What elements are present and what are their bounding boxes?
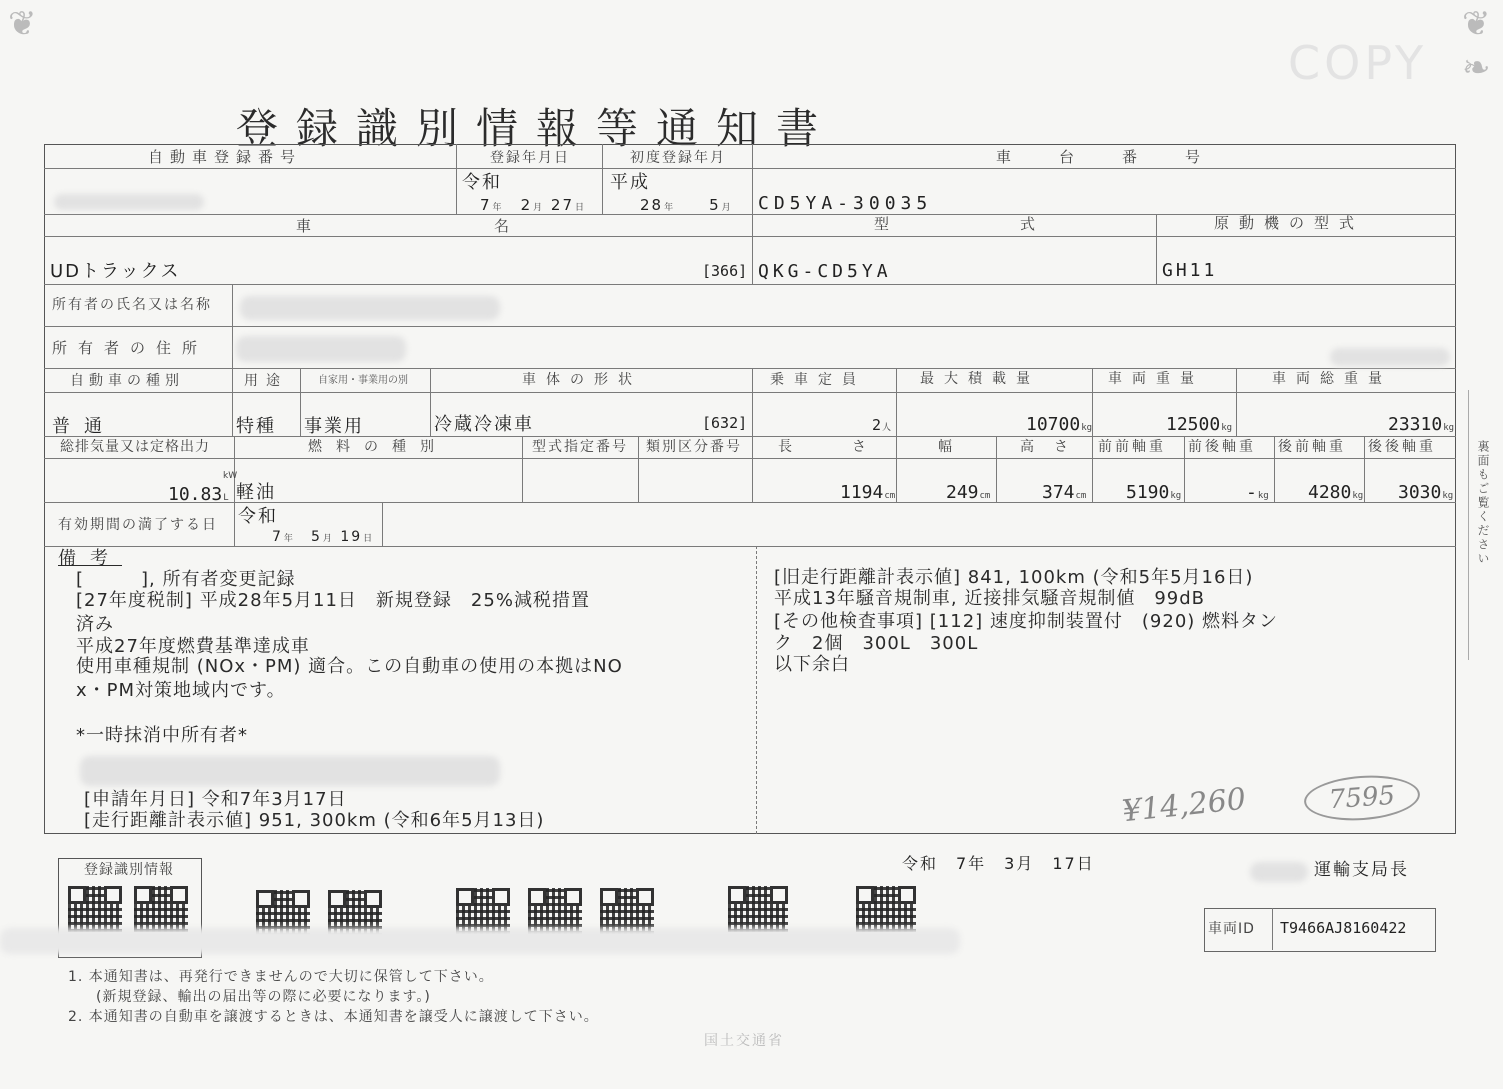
owner-address-label: 所有者の住所	[52, 339, 209, 357]
remarks-label: 備考	[58, 548, 122, 569]
note-1b: (新規登録、輸出の届出等の際に必要になります。)	[96, 989, 431, 1005]
remark-left-5: 使用車種規制 (NOx・PM) 適合。この自動車の使用の本拠はNO	[76, 656, 623, 677]
gross-weight: 23310kg	[1388, 414, 1455, 435]
redacted-reg-number	[54, 194, 204, 210]
displacement: 10.83L	[168, 484, 229, 505]
max-load: 10700kg	[1026, 414, 1093, 435]
displacement-unit-kw: kW	[223, 471, 238, 481]
use-label: 用途	[244, 373, 288, 389]
vehicle-kind: 普通	[52, 416, 116, 437]
ornament-top-left: ❦	[8, 4, 37, 44]
max-load-label: 最大積載量	[920, 371, 1040, 387]
rr-axle-label: 後後軸重	[1368, 439, 1436, 455]
vehicle-name-label-1: 車	[296, 217, 319, 235]
qr-code-8	[728, 886, 788, 932]
ff-axle-label: 前前軸重	[1098, 439, 1166, 455]
model-label-1: 型	[874, 215, 897, 233]
capacity-label: 乗車定員	[770, 372, 866, 388]
fuel-label: 燃料の種別	[308, 439, 448, 455]
rf-axle-weight: 4280kg	[1308, 482, 1364, 503]
model-label-2: 式	[1020, 215, 1043, 233]
redacted-temp-owner	[80, 756, 500, 786]
reg-date-label: 登録年月日	[490, 150, 570, 166]
handwritten-circled-number: 7595	[1303, 772, 1422, 824]
first-reg-label: 初度登録年月	[630, 150, 726, 166]
remark-left-2: [27年度税制] 平成28年5月11日 新規登録 25%減税措置	[76, 590, 590, 611]
remark-right-2: 平成13年騒音規制車, 近接排気騒音規制値 99dB	[774, 588, 1206, 609]
fuel-type: 軽油	[236, 482, 276, 503]
height-label: 高さ	[1020, 439, 1088, 455]
width: 249cm	[946, 482, 991, 503]
gross-weight-label: 車両総重量	[1272, 371, 1392, 387]
redacted-postal	[1330, 348, 1450, 366]
vehicle-model: QKG-CD5YA	[758, 261, 892, 282]
remark-right-4: ク 2個 300L 300L	[774, 633, 979, 654]
reg-number-label: 自動車登録番号	[148, 148, 303, 166]
chassis-number: CD5YA-30035	[758, 193, 933, 214]
ministry-watermark: 国土交通省	[704, 1033, 784, 1049]
ornament-right: ❧	[1462, 48, 1491, 88]
odometer-reading: [走行距離計表示値] 951, 300km (令和6年5月13日)	[84, 810, 545, 831]
remark-right-5: 以下余白	[774, 654, 850, 675]
vehicle-name-label-2: 名	[494, 217, 517, 235]
qr-code-9	[856, 886, 916, 932]
vehicle-weight: 12500kg	[1166, 414, 1233, 435]
expiry-label: 有効期間の満了する日	[58, 517, 218, 533]
remark-left-8: *一時抹消中所有者*	[76, 725, 248, 746]
document-title: 登録識別情報等通知書	[236, 104, 837, 153]
remark-right-1: [旧走行距離計表示値] 841, 100km (令和5年5月16日)	[774, 567, 1254, 588]
copy-watermark: COPY	[1288, 36, 1428, 90]
vehicle-kind-label: 自動車の種別	[70, 373, 184, 389]
remark-left-6: x・PM対策地域内です。	[76, 680, 286, 701]
redacted-issuer-office	[1250, 862, 1308, 882]
vehicle-name: UDトラックス	[50, 261, 181, 282]
vehicle-id: T9466AJ8160422	[1280, 919, 1407, 937]
vehicle-name-code: [366]	[702, 262, 748, 280]
qr-code-1	[68, 886, 122, 932]
apply-date: [申請年月日] 令和7年3月17日	[84, 789, 347, 810]
private-or-business: 事業用	[304, 416, 364, 437]
remark-left-3: 済み	[76, 614, 114, 635]
fr-axle-weight: -kg	[1246, 482, 1269, 503]
private-label: 自家用・事業用の別	[318, 375, 408, 386]
issuer: 運輸支局長	[1314, 860, 1409, 880]
width-label: 幅	[938, 439, 954, 455]
chassis-label: 車台番号	[996, 148, 1249, 166]
engine-label: 原動機の型式	[1214, 214, 1365, 232]
remark-right-3: [その他検査事項] [112] 速度抑制装置付 (920) 燃料タン	[774, 611, 1279, 632]
ornament-top-right: ❦	[1462, 4, 1491, 44]
redacted-owner-name	[240, 296, 500, 320]
remark-left-4: 平成27年度燃費基準達成車	[76, 636, 310, 657]
redacted-owner-address	[236, 336, 406, 362]
length: 1194cm	[840, 482, 896, 503]
body-shape: 冷蔵冷凍車	[434, 414, 534, 435]
type-designation-label: 型式指定番号	[532, 439, 628, 455]
owner-name-label: 所有者の氏名又は名称	[52, 297, 212, 313]
expiry-date: 7年 5月 19日	[272, 529, 375, 545]
side-note: 裏面もご覧ください	[1476, 440, 1490, 566]
id-info-label: 登録識別情報	[84, 862, 174, 878]
ff-axle-weight: 5190kg	[1126, 482, 1182, 503]
first-reg-era: 平成	[610, 172, 650, 193]
height: 374cm	[1042, 482, 1087, 503]
issue-date: 令和 7年 3月 17日	[902, 854, 1095, 873]
reg-date: 7年 2月 27日	[480, 196, 587, 214]
engine-model: GH11	[1162, 260, 1218, 281]
qr-code-2	[134, 886, 188, 932]
handwritten-price: ¥14,260	[1120, 781, 1248, 830]
rf-axle-label: 後前軸重	[1278, 439, 1346, 455]
remark-left-1: [ ], 所有者変更記録	[76, 569, 296, 590]
category-label: 類別区分番号	[646, 439, 742, 455]
note-1: 1. 本通知書は、再発行できませんので大切に保管して下さい。	[68, 969, 494, 985]
note-2: 2. 本通知書の自動車を譲渡するときは、本通知書を譲受人に譲渡して下さい。	[68, 1009, 599, 1025]
reg-era: 令和	[462, 172, 502, 193]
side-note-box	[1468, 390, 1499, 660]
rr-axle-weight: 3030kg	[1398, 482, 1454, 503]
redacted-qr-strip	[0, 928, 960, 954]
vehicle-id-label: 車両ID	[1208, 921, 1255, 937]
first-reg-date: 28年 5月	[640, 196, 733, 214]
capacity: 2人	[872, 416, 892, 434]
expiry-era: 令和	[238, 506, 278, 527]
fr-axle-label: 前後軸重	[1188, 439, 1256, 455]
displacement-label: 総排気量又は定格出力	[60, 439, 210, 455]
use: 特種	[236, 416, 276, 437]
length-label: 長さ	[778, 439, 926, 455]
weight-label: 車両重量	[1108, 371, 1204, 387]
body-code: [632]	[702, 414, 748, 432]
body-label: 車体の形状	[522, 372, 642, 388]
